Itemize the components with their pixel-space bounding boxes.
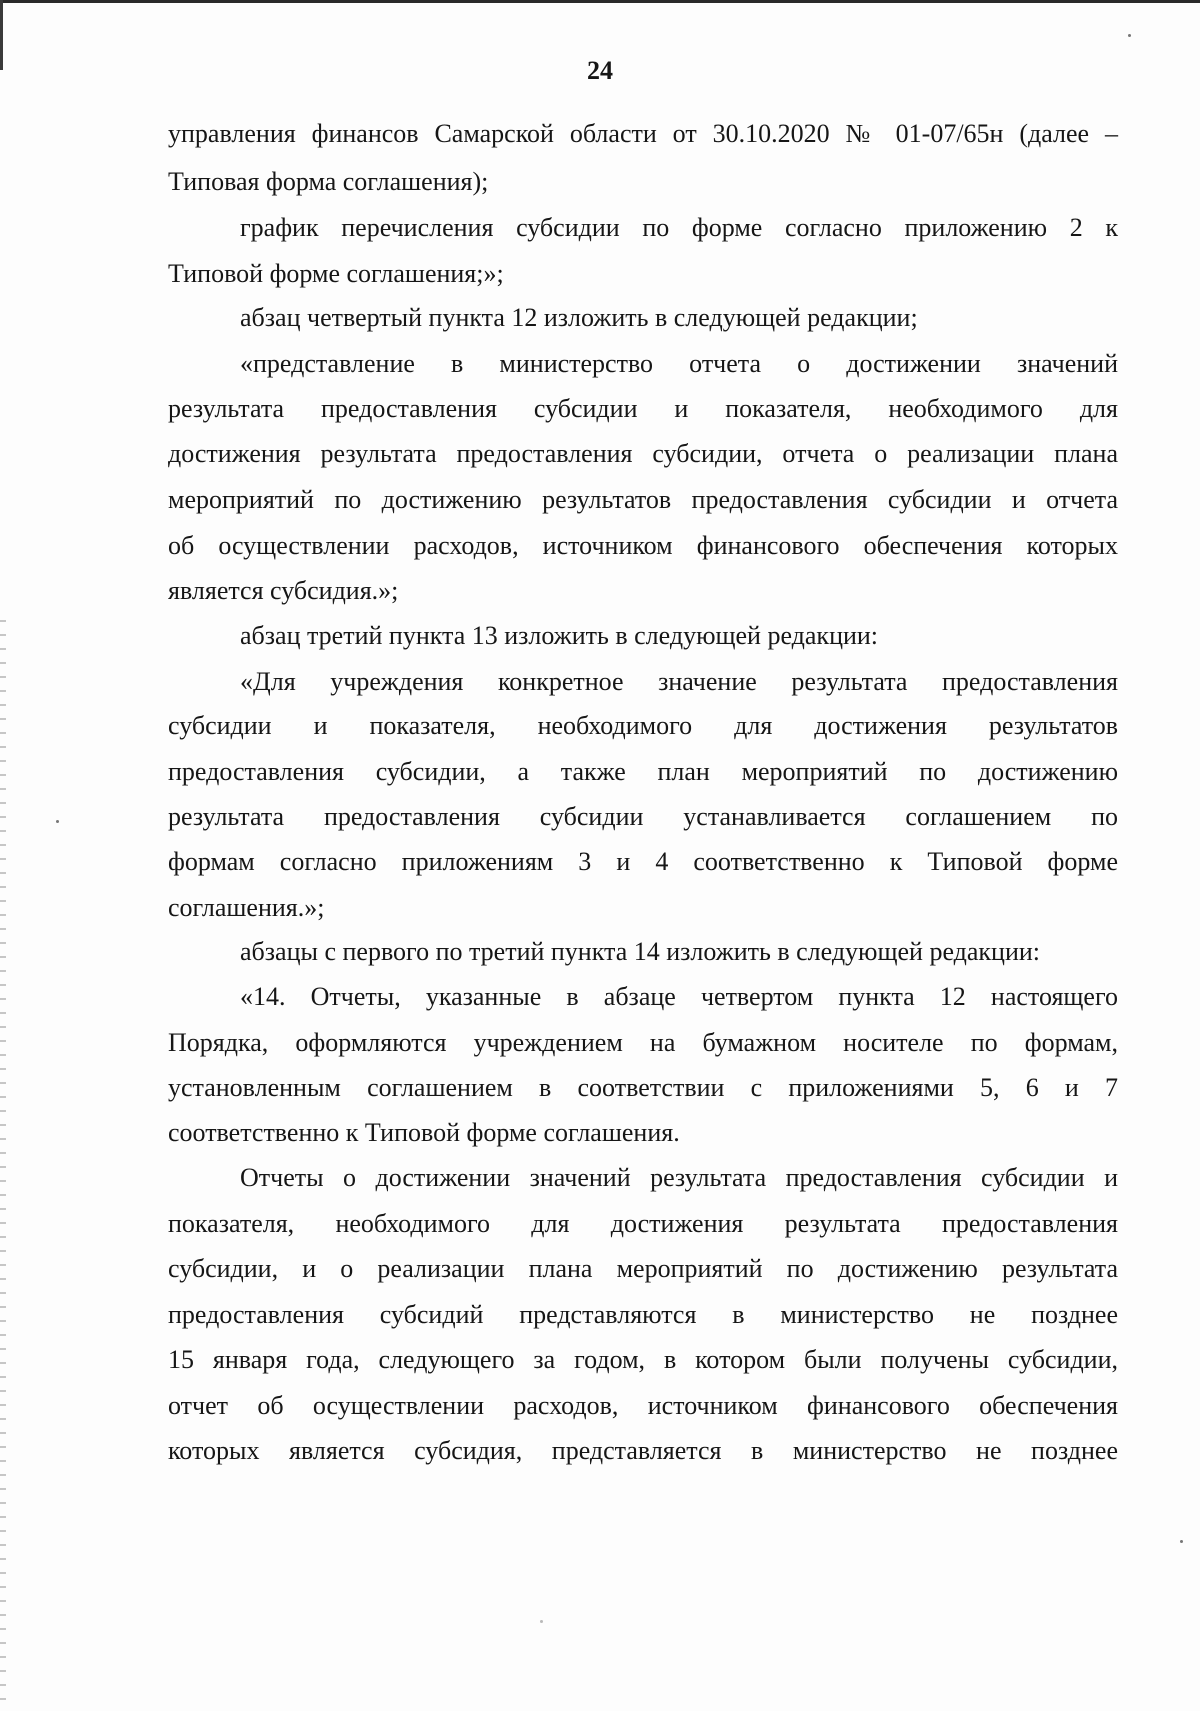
text-line: результата предоставления субсидии устанавливается соглашением по bbox=[168, 802, 1118, 831]
text-line: Порядка, оформляются учреждением на бумажном носителе по формам, bbox=[168, 1028, 1118, 1057]
text-line: результата предоставления субсидии и показателя, необходимого для bbox=[168, 394, 1118, 423]
text-line: показателя, необходимого для достижения результата предоставления bbox=[168, 1209, 1118, 1238]
scan-edge-noise bbox=[0, 620, 6, 1711]
text-line: Типовой форме соглашения;»; bbox=[168, 259, 504, 288]
text-line: мероприятий по достижению результатов предоставления субсидии и отчета bbox=[168, 485, 1118, 514]
text-line: установленным соглашением в соответствии с приложениями 5, 6 и 7 bbox=[168, 1073, 1118, 1102]
text-line: соответственно к Типовой форме соглашения. bbox=[168, 1118, 680, 1147]
text-line: «представление в министерство отчета о достижении значений bbox=[240, 349, 1118, 378]
text-line: является субсидия.»; bbox=[168, 576, 399, 605]
text-line: соглашения.»; bbox=[168, 893, 325, 922]
text-line: субсидии и показателя, необходимого для достижения результатов bbox=[168, 711, 1118, 740]
text-line: абзацы с первого по третий пункта 14 изложить в следующей редакции: bbox=[240, 937, 1041, 966]
text-line: об осуществлении расходов, источником финансового обеспечения которых bbox=[168, 531, 1118, 560]
text-line: предоставления субсидии, а также план мероприятий по достижению bbox=[168, 757, 1118, 786]
text-line: предоставления субсидий представляются в министерство не позднее bbox=[168, 1300, 1118, 1329]
text-line: «14. Отчеты, указанные в абзаце четвертом пункта 12 настоящего bbox=[240, 982, 1118, 1011]
scan-speck bbox=[1180, 1540, 1183, 1543]
text-line: которых является субсидия, представляется в министерство не позднее bbox=[168, 1436, 1118, 1465]
text-line: Типовая форма соглашения); bbox=[168, 167, 489, 196]
page-number: 24 bbox=[587, 56, 613, 85]
text-line: абзац третий пункта 13 изложить в следующей редакции: bbox=[240, 621, 879, 650]
text-line: «Для учреждения конкретное значение результата предоставления bbox=[240, 667, 1118, 696]
text-line: график перечисления субсидии по форме согласно приложению 2 к bbox=[240, 213, 1118, 242]
text-line: управления финансов Самарской области от 30.10.2020 № 01-07/65н (далее – bbox=[168, 119, 1118, 148]
text-line: Отчеты о достижении значений результата предоставления субсидии и bbox=[240, 1163, 1118, 1192]
text-line: 15 января года, следующего за годом, в котором были получены субсидии, bbox=[168, 1345, 1118, 1374]
text-line: абзац четвертый пункта 12 изложить в следующей редакции; bbox=[240, 303, 918, 332]
text-line: отчет об осуществлении расходов, источником финансового обеспечения bbox=[168, 1391, 1118, 1420]
scan-speck bbox=[56, 820, 59, 823]
text-line: формам согласно приложениям 3 и 4 соответственно к Типовой форме bbox=[168, 847, 1118, 876]
scan-speck bbox=[540, 1620, 543, 1623]
text-line: субсидии, и о реализации плана мероприятий по достижению результата bbox=[168, 1254, 1118, 1283]
scan-speck bbox=[1128, 34, 1131, 37]
scan-edge-top bbox=[0, 0, 1200, 3]
text-line: достижения результата предоставления субсидии, отчета о реализации плана bbox=[168, 439, 1118, 468]
